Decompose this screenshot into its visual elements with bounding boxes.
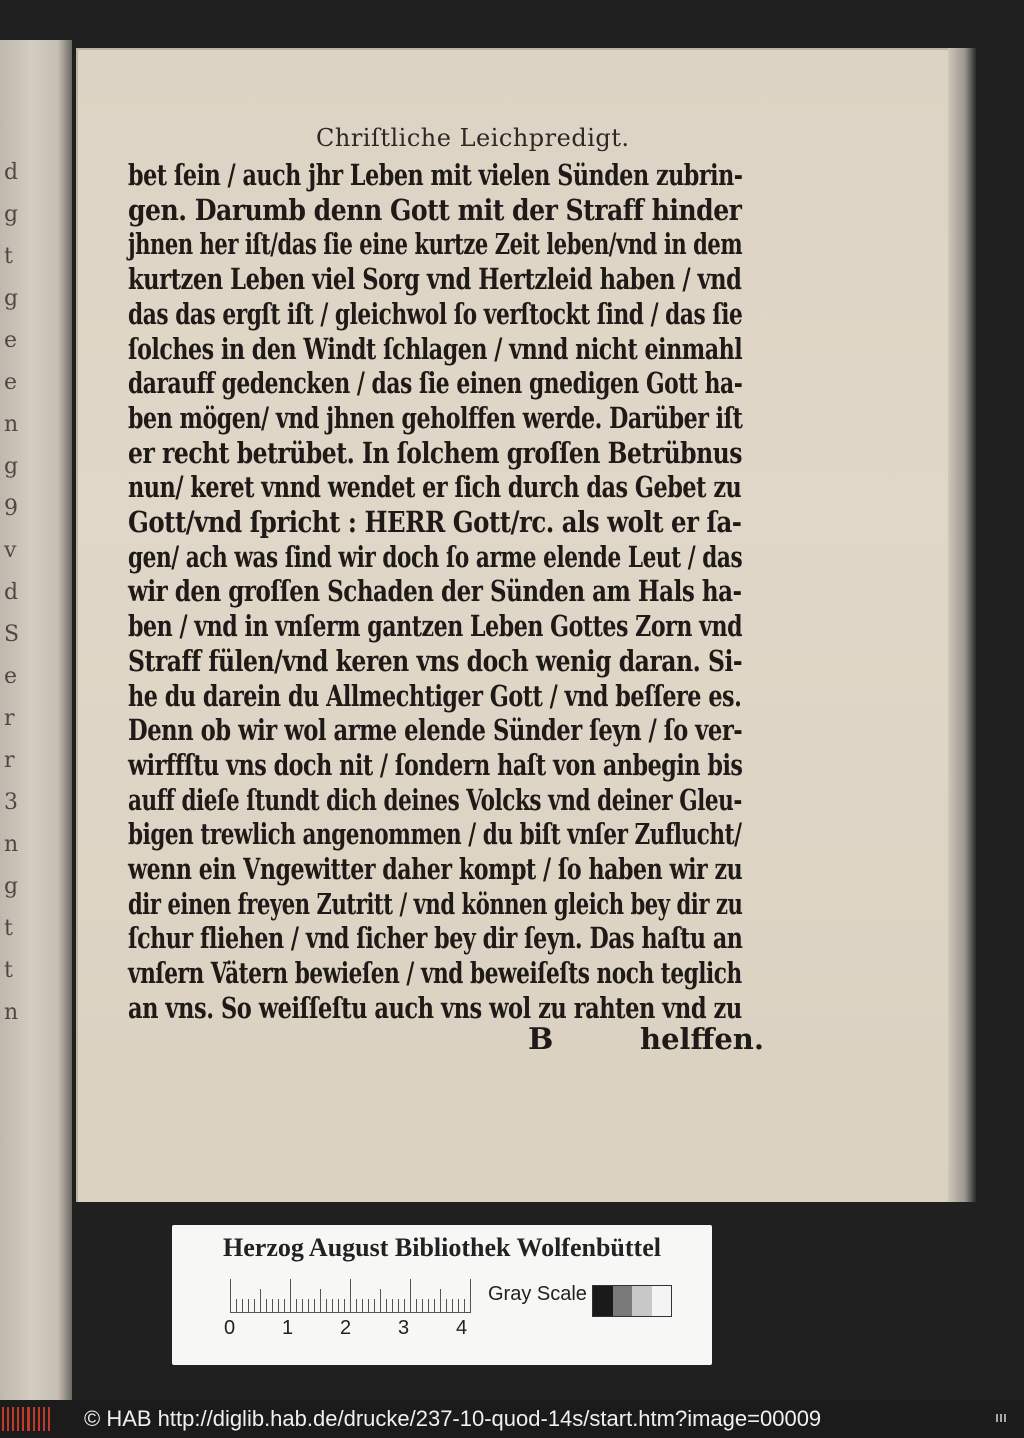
margin-char: d: [4, 580, 19, 605]
text-line: Denn ob wir wol arme elende Sünder ſeyn / ſo ver-: [128, 713, 743, 748]
gray-scale-card: [172, 1225, 712, 1365]
ruler-tick: [236, 1299, 237, 1313]
ruler-tick: [470, 1279, 471, 1313]
ruler-label: 1: [282, 1317, 294, 1339]
ruler-tick: [320, 1289, 321, 1313]
ruler-tick: [254, 1299, 255, 1313]
ruler-tick: [380, 1289, 381, 1313]
text-line: dir einen freyen Zutritt / vnd können gleich bey dir zu: [128, 886, 743, 921]
text-line: wirffſtu vns doch nit / ſondern haſt von anbegin bis: [128, 747, 743, 782]
left-page-margin-text: [0, 160, 26, 1060]
text-line: das das ergſt iſt / gleichwol ſo verſtockt ſind / das ſie: [128, 296, 743, 331]
text-line: bigen trewlich angenommen / du biſt vnſer Zuflucht/: [128, 817, 742, 852]
margin-char: n: [4, 832, 19, 857]
library-name: Herzog August Bibliothek Wolfenbüttel: [223, 1233, 661, 1262]
text-line: wir den groſſen Schaden der Sünden am Hals ha-: [128, 574, 742, 609]
menu-dots-icon[interactable]: [996, 1414, 1008, 1422]
text-line: he du darein du Allmechtiger Gott / vnd beſſere es.: [128, 678, 742, 713]
margin-char: e: [4, 328, 18, 353]
copyright-url[interactable]: © HAB http://diglib.hab.de/drucke/237-10-quod-14s/start.htm?image=00009: [84, 1406, 822, 1431]
ruler-tick: [356, 1299, 357, 1313]
margin-char: g: [4, 202, 19, 227]
ruler-label: 0: [224, 1317, 236, 1339]
measurement-ruler: [224, 1277, 470, 1339]
ruler-tick: [308, 1299, 309, 1313]
ruler-tick: [428, 1299, 429, 1313]
text-line: auff dieſe ſtundt dich deines Volcks vnd deiner Gleu-: [128, 782, 742, 817]
ruler-tick: [350, 1279, 351, 1313]
ruler-tick: [272, 1299, 273, 1313]
gray-swatch: [593, 1286, 613, 1316]
ruler-tick: [446, 1299, 447, 1313]
ruler-tick: [242, 1299, 243, 1313]
gray-swatch: [613, 1286, 633, 1316]
gray-scale-swatches: [592, 1285, 672, 1317]
text-line: an vns. So weiſſeſtu auch vns wol zu rahten vnd zu: [128, 990, 742, 1025]
margin-char: n: [4, 1000, 19, 1025]
gray-scale-label: Gray Scale: [488, 1283, 587, 1305]
ruler-tick: [260, 1289, 261, 1313]
ruler-tick: [248, 1299, 249, 1313]
text-line: er recht betrübet. In ſolchem groſſen Betrübnus: [128, 435, 742, 470]
ruler-tick: [416, 1299, 417, 1313]
ruler-tick: [458, 1299, 459, 1313]
text-line: ben mögen/ vnd jhnen geholffen werde. Darüber iſt: [128, 400, 743, 435]
hab-logo-icon[interactable]: [2, 1405, 50, 1433]
text-line: bet ſein / auch jhr Leben mit vielen Sünden zubrin-: [128, 158, 743, 192]
margin-char: t: [4, 958, 13, 983]
ruler-tick: [386, 1299, 387, 1313]
ruler-tick: [464, 1299, 465, 1313]
text-line: ben / vnd in vnſerm gantzen Leben Gottes Zorn vnd: [128, 609, 743, 644]
margin-char: g: [4, 454, 19, 479]
ruler-tick: [368, 1299, 369, 1313]
margin-char: t: [4, 916, 13, 941]
margin-char: d: [4, 160, 19, 185]
ruler-tick: [314, 1299, 315, 1313]
ruler-tick: [296, 1299, 297, 1313]
margin-char: 9: [4, 496, 18, 521]
ruler-tick: [392, 1299, 393, 1313]
ruler-tick: [374, 1299, 375, 1313]
text-line: kurtzen Leben viel Sorg vnd Hertzleid haben / vnd: [128, 262, 742, 297]
margin-char: S: [4, 622, 20, 647]
margin-char: r: [4, 748, 15, 773]
text-line: ſchur fliehen / vnd ſicher bey dir ſeyn. Das haſtu an: [128, 921, 743, 956]
ruler-label: 2: [340, 1317, 352, 1339]
margin-char: t: [4, 244, 13, 269]
margin-char: g: [4, 874, 19, 899]
text-line: vnſern Vätern bewieſen / vnd beweiſeſts noch teglich: [128, 956, 742, 991]
ruler-tick: [362, 1299, 363, 1313]
margin-char: e: [4, 664, 18, 689]
viewer-footer: [0, 1400, 1024, 1438]
text-line: darauff gedencken / das ſie einen gnedigen Gott ha-: [128, 366, 743, 401]
margin-char: 3: [4, 790, 18, 815]
text-line: nun/ keret vnnd wendet er ſich durch das Gebet zu: [128, 470, 742, 505]
margin-char: n: [4, 412, 19, 437]
ruler-tick: [404, 1299, 405, 1313]
ruler-tick: [422, 1299, 423, 1313]
ruler-tick: [440, 1289, 441, 1313]
ruler-tick: [302, 1299, 303, 1313]
ruler-tick: [398, 1299, 399, 1313]
text-line: Gott/vnd ſpricht : HERR Gott/rc. als wolt er ſa-: [128, 505, 742, 539]
ruler-tick: [332, 1299, 333, 1313]
text-line: Straff fülen/vnd keren vns doch wenig daran. Si-: [128, 643, 743, 678]
ruler-tick: [338, 1299, 339, 1313]
margin-char: r: [4, 706, 15, 731]
left-page-edge: [0, 40, 72, 1400]
margin-char: e: [4, 370, 18, 395]
text-line: gen. Darumb denn Gott mit der Straff hinder: [128, 192, 742, 227]
margin-char: v: [4, 538, 17, 563]
ruler-tick: [410, 1279, 411, 1313]
ruler-label: 3: [398, 1317, 410, 1339]
page-edge-shadow: [948, 48, 976, 1202]
ruler-tick: [452, 1299, 453, 1313]
ruler-tick: [344, 1299, 345, 1313]
ruler-tick: [230, 1279, 231, 1313]
ruler-tick: [284, 1299, 285, 1313]
signature-mark: B: [528, 1022, 554, 1057]
text-line: wenn ein Vngewitter daher kompt / ſo haben wir zu: [128, 852, 743, 886]
catchword: helffen.: [640, 1022, 764, 1056]
text-line: jhnen her iſt/das ſie eine kurtze Zeit leben/vnd in dem: [128, 227, 743, 262]
gray-swatch: [652, 1286, 672, 1316]
ruler-tick: [326, 1299, 327, 1313]
ruler-tick: [434, 1299, 435, 1313]
ruler-tick: [266, 1299, 267, 1313]
ruler-tick: [278, 1299, 279, 1313]
text-line: ſolches in den Windt ſchlagen / vnnd nicht einmahl: [128, 331, 743, 366]
running-head: Chriſtliche Leichpredigt.: [316, 124, 630, 152]
margin-char: g: [4, 286, 19, 311]
ruler-label: 4: [456, 1317, 468, 1339]
text-line: gen/ ach was ſind wir doch ſo arme elende Leut / das: [128, 539, 743, 574]
ruler-tick: [290, 1279, 291, 1313]
gray-swatch: [632, 1286, 652, 1316]
